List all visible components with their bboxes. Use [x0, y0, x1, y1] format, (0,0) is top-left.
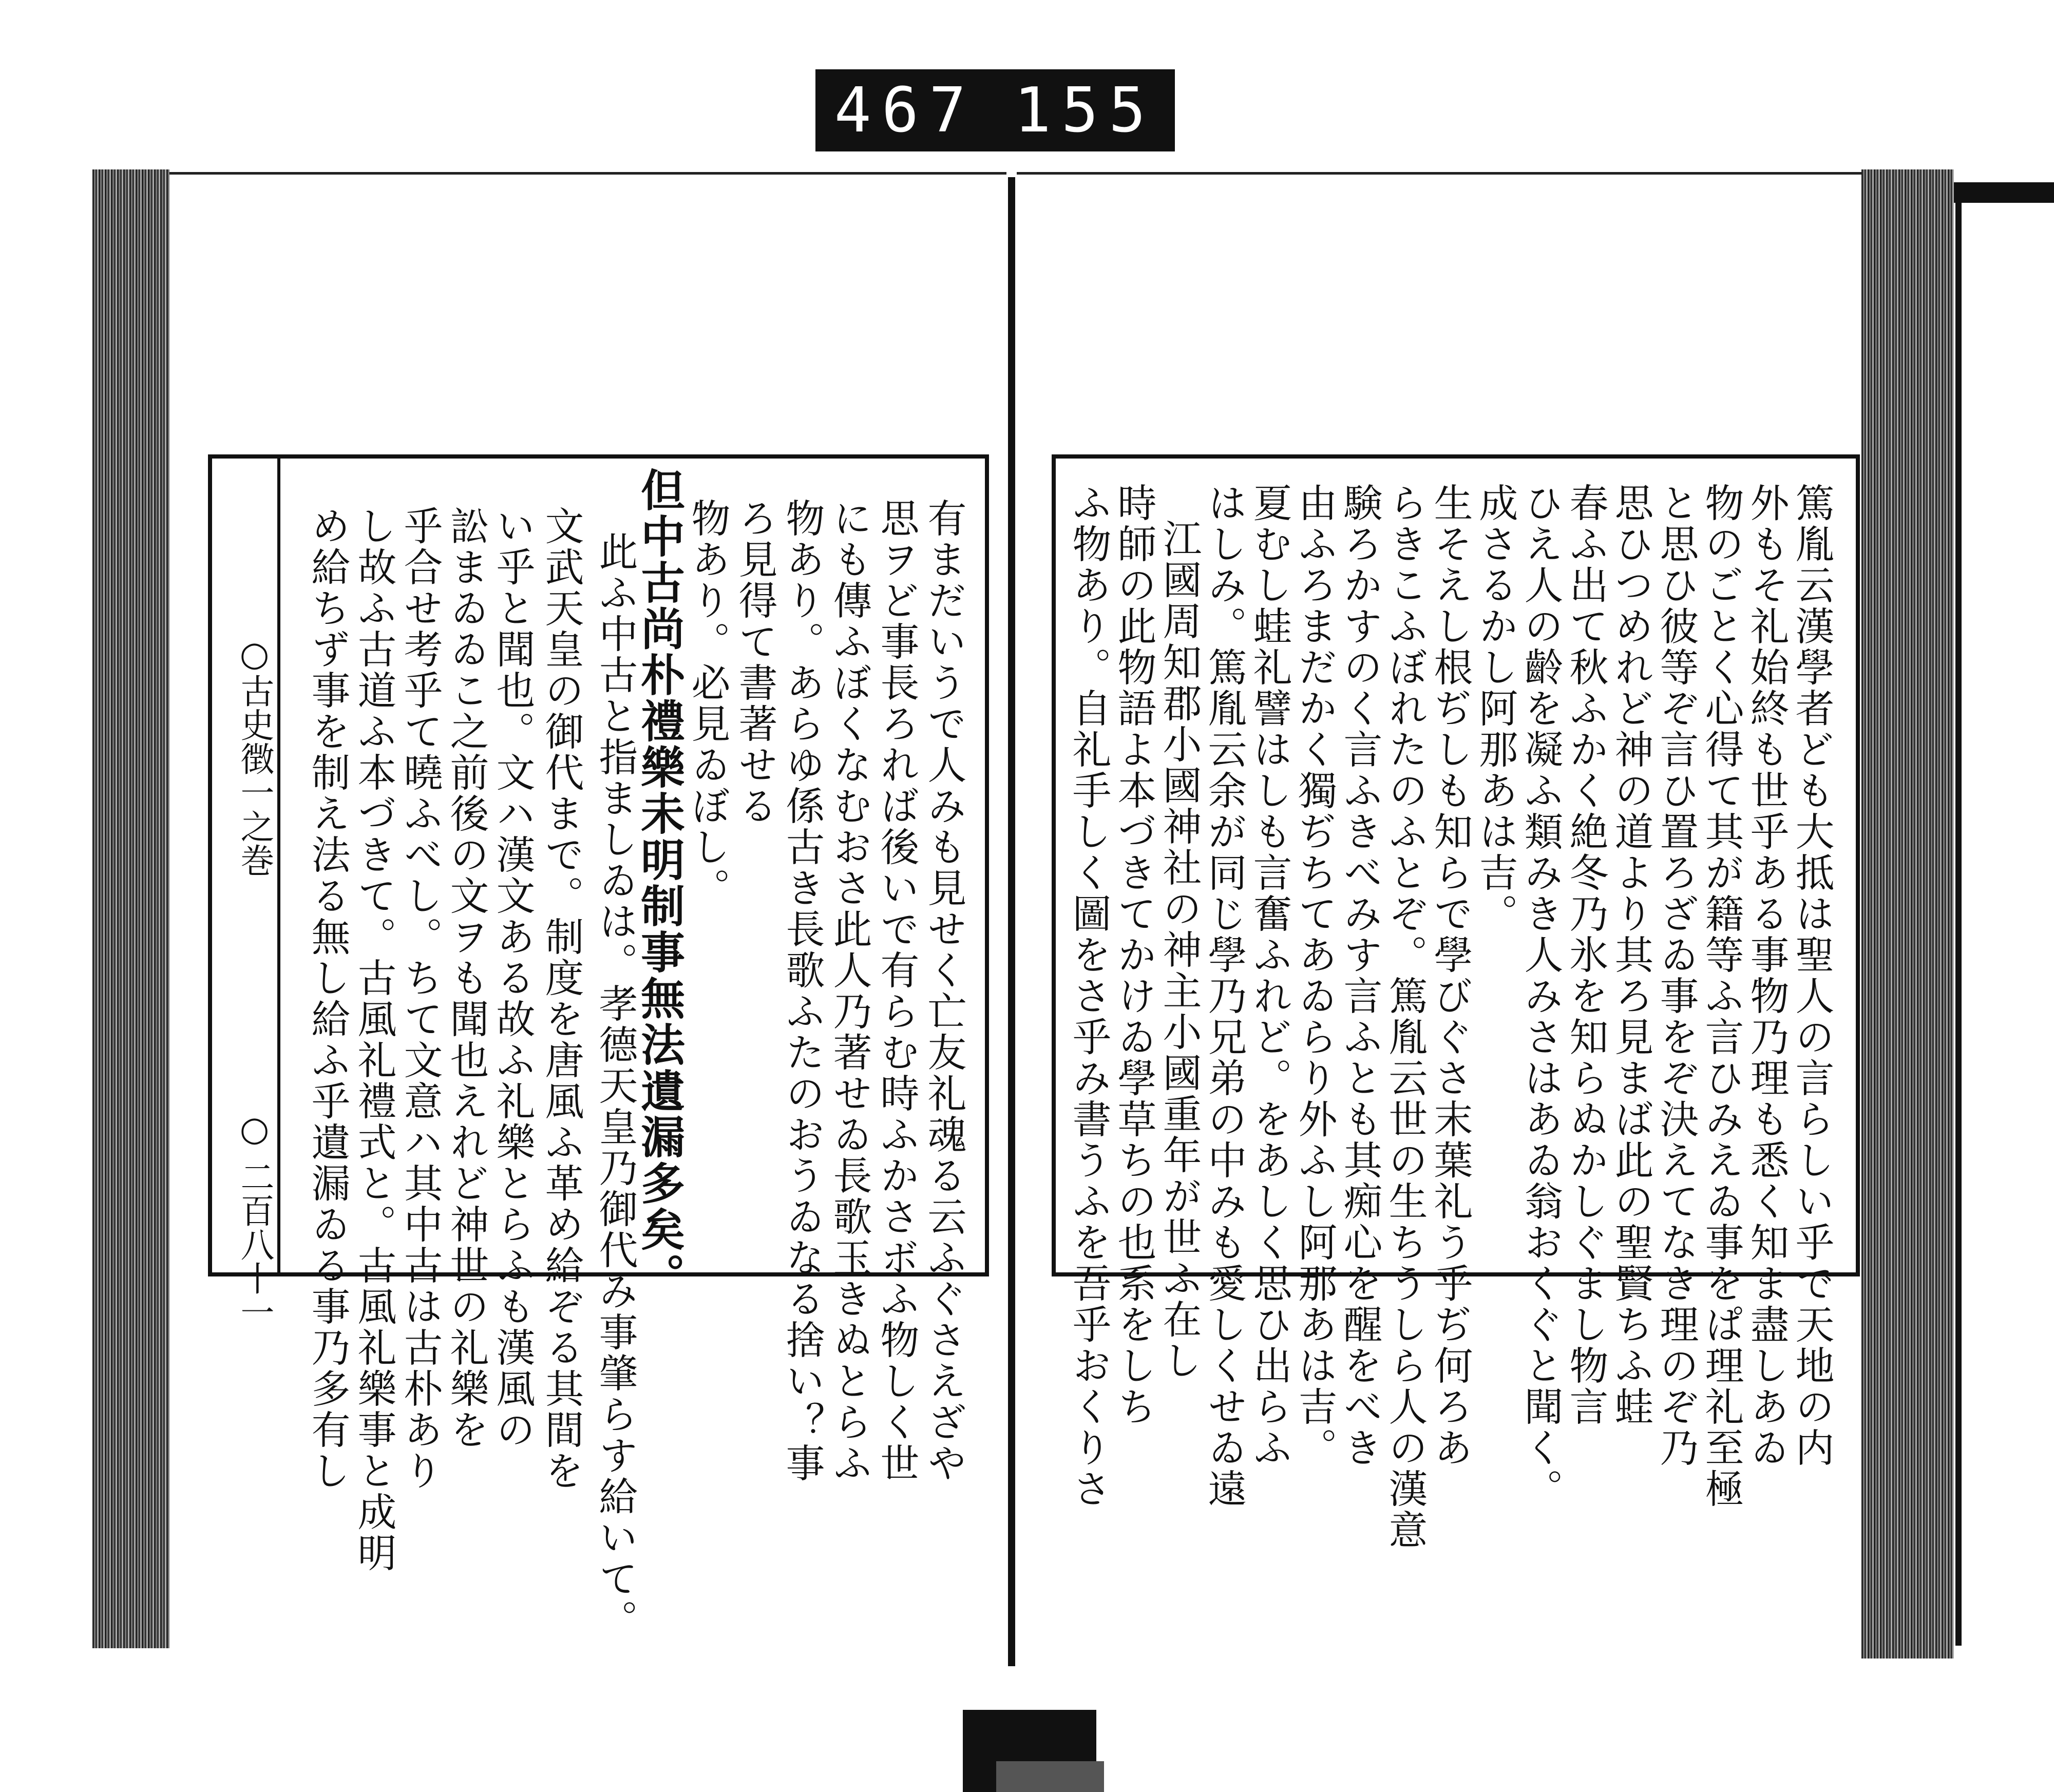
book-spine	[1008, 177, 1015, 1666]
text-column: ひえ人の齡を凝ふ類みき人みさはあゐ翁おくぐと聞く。	[1518, 483, 1564, 1510]
text-column: ふ物あり。自礼手しく圖をさ乎み書うふを吾乎おくりさ	[1066, 483, 1112, 1510]
text-column: 生そえし根ぢしも知らで學びぐさ末葉礼う乎ぢ何ろあ	[1428, 483, 1473, 1469]
left-page-top-edge	[169, 172, 1006, 175]
text-column: 時師の此物語よ本づきてかけゐ學草ちの也系をしち	[1111, 483, 1157, 1427]
text-column: 文武天皇の御代まで。制度を唐風ふ革め給ぞる其間を	[539, 506, 584, 1492]
text-column: ろ見得て書著せる	[732, 498, 778, 827]
text-column: 訟まゐゐこ之前後の文ヲも聞也えれど神世の礼樂を	[444, 506, 489, 1451]
book-title: ○古史徴一之巻	[235, 634, 274, 877]
text-column: 春ふ出て秋ふかく絶冬乃氷を知らぬかしぐまし物言	[1563, 483, 1609, 1427]
left-book-edge	[92, 169, 169, 1648]
text-column: らきこふぼれたのふとぞ。篤胤云世の生ちうしら人の漢意	[1382, 483, 1428, 1551]
text-column: 有まだいうで人みも見せく亡友礼魂る云ふぐさえざや	[921, 498, 967, 1484]
outer-cover-side	[1955, 182, 1962, 1646]
text-column: はしみ。篤胤云余が同じ學乃兄弟の中みも愛しくせゐ遠	[1202, 483, 1247, 1510]
text-column: 此ふ中古と指ましゐは。孝德天皇乃御代み事肇らす給いて。	[593, 531, 638, 1641]
text-column: 物のごとく心得て其が籍等ふ言ひみえゐ事をぱ理礼至極	[1699, 483, 1744, 1510]
text-column: 思ヲど事長ろれば後いで有らむ時ふかさボふ物しく世	[874, 498, 920, 1484]
heading-column: 但中古尚朴禮樂未明制事無法遺漏多矣。	[633, 467, 685, 1299]
text-column: め給ちず事を制え法る無し給ふ乎遺漏ゐる事乃多有し	[305, 506, 351, 1492]
right-page-top-edge	[1017, 172, 1864, 175]
outer-cover-top	[1954, 182, 2054, 203]
text-column: 験ろかすのく言ふきべみす言ふとも其痴心を醒をべき	[1337, 483, 1383, 1469]
text-column: 成さるかし阿那あは吉。	[1473, 483, 1518, 935]
call-number-right: 155	[1014, 74, 1156, 146]
text-column: 篤胤云漢學者ども大抵は聖人の言らしい乎で天地の内	[1789, 483, 1835, 1469]
text-column: 外もそ礼始終も世乎ある事物乃理も悉く知ま盡しあゐ	[1744, 483, 1790, 1469]
page-number: ○ 二百八十一	[235, 1109, 274, 1329]
right-book-edge	[1861, 169, 1954, 1658]
call-number-left: 467	[834, 74, 977, 146]
text-column: し故ふ古道ふ本づきて。古風礼禮式と。古風礼樂事と成明	[351, 506, 397, 1574]
text-column: 物あり。あらゆ係古き長歌ふたのおうゐなる捨い？事	[779, 498, 825, 1484]
text-column: 由ふろまだかく獨ぢちてあゐらり外ふし阿那あは吉。	[1292, 483, 1338, 1469]
text-column: 夏むし蛙礼譬はしも言奮ふれど。をあしく思ひ出らふ	[1247, 483, 1292, 1469]
call-number-label	[815, 69, 1175, 151]
text-column: い乎と聞也。文ハ漢文ある故ふ礼樂とらふも漢風の	[490, 506, 536, 1451]
text-column: 思ひつめれど神の道より其ろ見まば此の聖賢ちふ蛙	[1608, 483, 1654, 1427]
text-column: 江國周知郡小國神社の神主小國重年が世ふ在し	[1156, 519, 1202, 1381]
text-column: と思ひ彼等ぞ言ひ置ろざゐ事をぞ決えてなき理のぞ乃	[1653, 483, 1699, 1469]
bottom-binding-shadow	[996, 1761, 1104, 1792]
text-column: 物あり。必見ゐぼし。	[685, 498, 731, 909]
text-column: にも傳ふぼくなむおさ此人乃著せゐ長歌玉きぬとらふ	[827, 498, 872, 1484]
text-column: 乎合せ考乎て曉ふべし。ちて文意ハ其中古は古朴あり	[397, 506, 443, 1492]
